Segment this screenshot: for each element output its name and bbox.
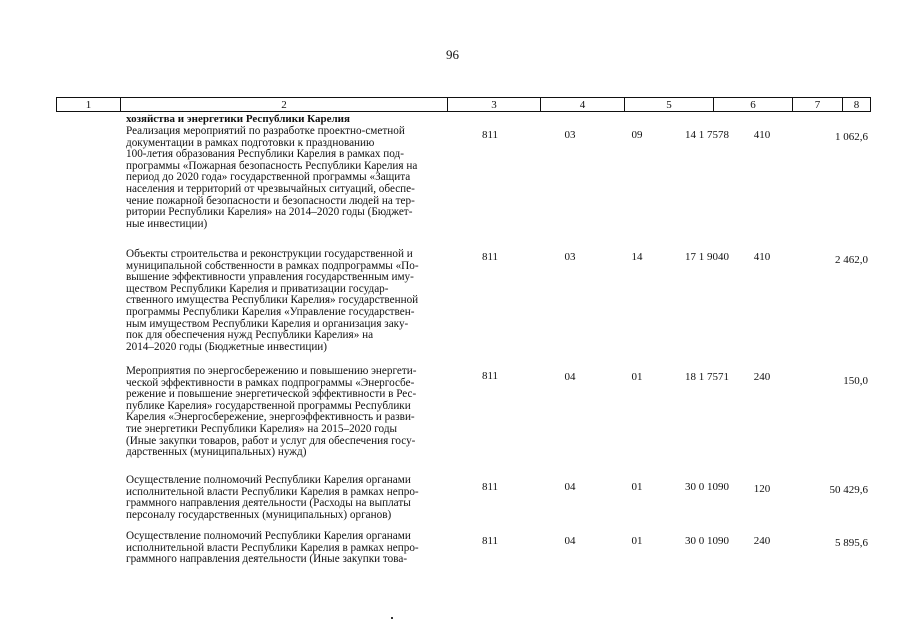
- row-section: 03: [564, 251, 576, 263]
- row-expense-type: 240: [753, 371, 771, 383]
- header-col-6: 6: [714, 98, 793, 111]
- row-expense-type: 240: [753, 535, 771, 547]
- page-number: 96: [446, 47, 459, 62]
- row-expense-type: 410: [753, 129, 771, 141]
- row-expense-type: 410: [753, 251, 771, 263]
- row-code: 811: [481, 129, 499, 141]
- row-description: Реализация мероприятий по разработке проектно-сметной документации в рамках подготовки к празднованию 100-летия образования Республики Карелия в рамках под- программы «Пожарная безопасность Республики Карелия на период до 2020 года» государственной программы «Защита населения и территорий от чрезвычайных ситуаций, обеспе- чение пожарной безопасности и безопасности людей на тер- ритории Республики Карелия» на 2014–2020 годы (Бюджет- ные инвестиции): [126, 125, 418, 230]
- header-col-1: 1: [57, 98, 121, 111]
- row-target-article: 17 1 9040: [685, 251, 729, 263]
- row-description: Осуществление полномочий Республики Карелия органами исполнительной власти Республики Карелия в рамках непро- граммного направления деятельности (Иные закупки това-: [126, 530, 419, 566]
- row-section: 04: [564, 535, 576, 547]
- row-amount: 50 429,6: [829, 484, 868, 496]
- row-amount: 5 895,6: [835, 537, 868, 549]
- header-col-5: 5: [625, 98, 714, 111]
- header-col-7: 7: [793, 98, 843, 111]
- header-col-2: 2: [121, 98, 448, 111]
- row-target-article: 14 1 7578: [685, 129, 729, 141]
- row-code: 811: [481, 481, 499, 493]
- row-subsection: 01: [631, 535, 643, 547]
- header-col-4: 4: [541, 98, 625, 111]
- header-col-8: 8: [853, 99, 860, 111]
- header-col-3: 3: [448, 98, 541, 111]
- row-subsection: 01: [631, 481, 643, 493]
- scan-speck: [391, 617, 393, 619]
- row-subsection: 14: [631, 251, 643, 263]
- table-header: [56, 97, 871, 112]
- row-expense-type: 120: [753, 483, 771, 495]
- row-amount: 1 062,6: [835, 131, 868, 143]
- row-section: 04: [564, 481, 576, 493]
- row-code: 811: [481, 251, 499, 263]
- row-description: Объекты строительства и реконструкции государственной и муниципальной собственности в рамках подпрограммы «По- вышение эффективности управления государственным иму- ществом Республики Карелия и приватизации государ- ственного имущества Республики Карелия» государственной программы Республики Карелия «Управление государствен- ным имуществом Республики Карелия и организация заку- пок для обеспечения нужд Республики Карелия» на 2014–2020 годы (Бюджетные инвестиции): [126, 248, 419, 353]
- row-code: 811: [481, 535, 499, 547]
- row-description: Осуществление полномочий Республики Карелия органами исполнительной власти Республики Карелия в рамках непро- граммного направления деятельности (Расходы на выплаты персоналу государственных (муниципальных) органов): [126, 474, 419, 521]
- row-subsection: 09: [631, 129, 643, 141]
- row-code: 811: [481, 370, 499, 382]
- row-target-article: 30 0 1090: [685, 481, 729, 493]
- row-description: Мероприятия по энергосбережению и повышению энергети- ческой эффективности в рамках подпрограммы «Энергосбе- режение и повышение энергетической эффективности в Рес- публике Карелия» государственной программы Республики Карелия «Энергосбережение, энергоэффективность и разви- тие энергетики Республики Карелия» на 2015–2020 годы (Иные закупки товаров, работ и услуг для обеспечения госу- дарственных (муниципальных) нужд): [126, 365, 417, 459]
- row-subsection: 01: [631, 371, 643, 383]
- row-section: 04: [564, 371, 576, 383]
- row-section: 03: [564, 129, 576, 141]
- row-target-article: 18 1 7571: [685, 371, 729, 383]
- row-target-article: 30 0 1090: [685, 535, 729, 547]
- row-amount: 150,0: [843, 375, 868, 387]
- section-title: хозяйства и энергетики Республики Карелия: [126, 113, 350, 125]
- row-amount: 2 462,0: [835, 254, 868, 266]
